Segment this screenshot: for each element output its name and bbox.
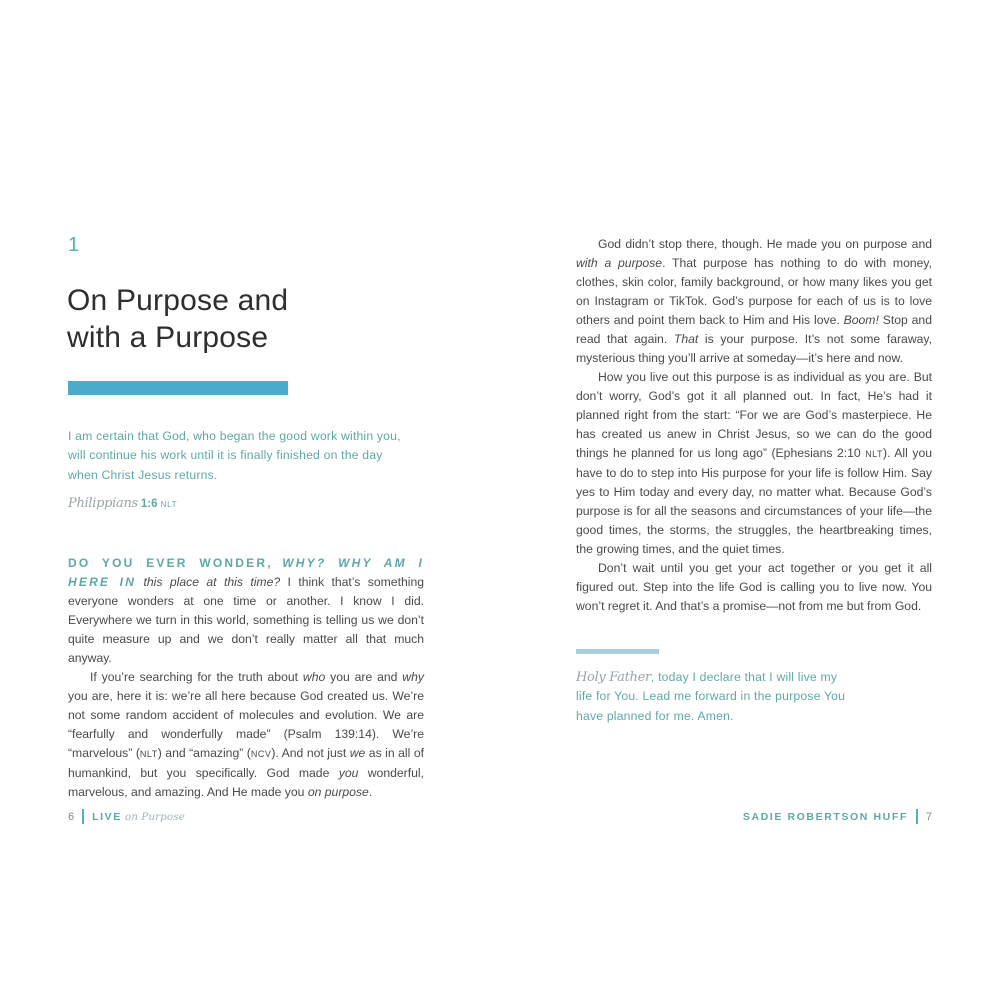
text-run: How you live out this purpose is as individual as you are. But don’t worry, God’s got it all planned out. In fact, He’s had it planned right from the start: “For we are God’s masterpiece. He has created us anew in Christ Jesus, so we can do the good things he planned for us long ago” (Ephesians 2:10 <box>576 370 932 460</box>
title-accent-bar <box>68 381 288 395</box>
paragraph-1 <box>68 554 424 668</box>
prayer-body: , today I declare that I will live my life for You. Lead me forward in the purpose You have planned for me. Amen. <box>576 670 846 723</box>
page-number: 6 <box>68 810 75 823</box>
footer-divider <box>916 809 918 824</box>
prayer-accent-bar <box>576 649 659 654</box>
italic-word: That <box>673 332 699 346</box>
text-run: . <box>368 785 373 799</box>
italic-phrase: this place at this time? <box>143 575 281 589</box>
footer-divider <box>82 809 84 824</box>
page-number: 7 <box>925 810 932 823</box>
running-head-script: on Purpose <box>124 810 185 823</box>
version-abbr: NLT <box>865 449 884 459</box>
text-run: I think that’s something everyone wonders at one time or another. I know I did. Everywhere we turn in this world, something is telling us we don’t quite measure up and we don’t really matter all that much anyway. <box>68 575 425 665</box>
chapter-title <box>67 282 288 356</box>
right-footer <box>743 809 932 824</box>
left-footer <box>68 809 185 824</box>
italic-word: you <box>338 766 359 780</box>
text-run: ). All you have to do to step into His purpose for your life is follow Him. Say yes to Him today and every day, no matter what. Because God’s purpose is for all the seasons and circumstances of your life—the good times, the storms, the struggles, the heartbreaking times, the growing times, and the quiet times. <box>576 446 932 556</box>
right-body-text <box>576 235 932 616</box>
italic-word: on purpose <box>307 785 369 799</box>
text-run: wonderful, marvelous, and amazing. And He made you <box>68 766 424 799</box>
version-abbr: NCV <box>250 749 272 759</box>
paragraph-3: Don’t wait until you get your act together or you get it all figured out. Step into the life God is calling you to live now. You won’t regret it. And that’s a promise—not from me but from God. <box>576 561 932 613</box>
version-abbr: NLT <box>139 749 158 759</box>
chapter-title-line-2: with a Purpose <box>67 321 269 354</box>
text-run: God didn’t stop there, though. He made you on purpose and <box>598 237 932 251</box>
italic-word: Boom! <box>843 313 879 327</box>
running-head-author: SADIE ROBERTSON HUFF <box>742 810 908 823</box>
chapter-title-line-1: On Purpose and <box>67 284 289 317</box>
chapter-number: 1 <box>68 234 80 256</box>
italic-word: we <box>349 746 366 760</box>
italic-word: why <box>402 670 424 684</box>
text-run: Stop and read that again. <box>576 313 932 346</box>
paragraph-1 <box>576 235 932 368</box>
paragraph-2 <box>68 668 424 802</box>
left-body-text <box>68 554 424 802</box>
text-run: ). And not just <box>271 746 350 760</box>
italic-word: who <box>302 670 326 684</box>
prayer-text <box>576 668 846 726</box>
epigraph-book: Philippians <box>68 496 138 511</box>
lead-in: DO YOU EVER WONDER, <box>68 556 273 570</box>
paragraph-2 <box>576 368 932 559</box>
text-run: If you’re searching for the truth about <box>90 670 303 684</box>
epigraph-version: NLT <box>160 500 178 509</box>
running-head-book-title: LIVE <box>92 810 122 823</box>
epigraph-reference <box>68 496 177 511</box>
text-run: as in all of humankind, but you specifically. God made <box>68 746 424 780</box>
lead-in-italic: WHY? WHY AM I HERE IN <box>68 556 425 589</box>
epigraph-verse: 1:6 <box>140 498 158 510</box>
epigraph-quote: I am certain that God, who began the good work within you, will continue his work until it is finally finished on the day when Christ Jesus returns. <box>68 429 401 482</box>
text-run: you are, here it is: we’re all here because God created us. We’re not some random accident of molecules and evolution. We are “fearfully and wonderfully made” (Psalm 139:14). We’re “marvelous” ( <box>68 689 424 760</box>
text-run: ) and “amazing” ( <box>157 746 251 760</box>
italic-phrase: with a purpose <box>576 256 663 270</box>
text-run: is your purpose. It’s not some faraway, mysterious thing you’ll arrive at someday—it’s here and now. <box>576 332 932 365</box>
text-run: . That purpose has nothing to do with money, clothes, skin color, family background, or how many likes you get on Instagram or TikTok. God’s purpose for each of us is to love others and point them back to Him and His love. <box>576 256 932 327</box>
prayer-script-opening: Holy Father <box>576 670 651 685</box>
text-run: you are and <box>325 670 403 684</box>
